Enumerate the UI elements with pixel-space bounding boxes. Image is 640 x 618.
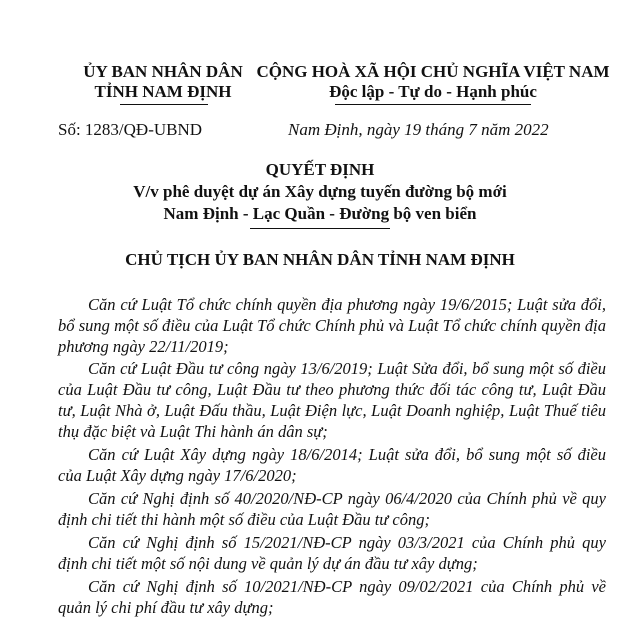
decision-title: QUYẾT ĐỊNH [265, 160, 375, 179]
nation-line-2: Độc lập - Tự do - Hạnh phúc [329, 82, 537, 101]
decision-subject-line-1: V/v phê duyệt dự án Xây dựng tuyến đường bộ mới [133, 182, 507, 201]
decision-subject-line-2: Nam Định - Lạc Quần - Đường bộ ven biển [163, 204, 477, 223]
legal-basis-paragraph: Căn cứ Nghị định số 10/2021/NĐ-CP ngày 09/02/2021 của Chính phủ về quản lý chi phí đầu tư xây dựng; [58, 577, 606, 617]
national-motto [248, 62, 618, 102]
legal-basis-paragraph: Căn cứ Luật Đầu tư công ngày 13/6/2019; Luật Sửa đổi, bổ sung một số điều của Luật Đầu tư công, Luật Đầu tư theo phương thức đối tác công tư, Luật Đầu tư, Luật Nhà ở, Luật Đấu thầu, Luật Điện lực, Luật Doanh nghiệp, Luật Thuế tiêu thụ đặc biệt và Luật Thi hành án dân sự; [58, 359, 606, 441]
nation-line-1: CỘNG HOÀ XÃ HỘI CHỦ NGHĨA VIỆT NAM [256, 62, 610, 81]
place-and-date: Nam Định, ngày 19 tháng 7 năm 2022 [288, 120, 549, 139]
document-number: Số: 1283/QĐ-UBND [58, 120, 203, 139]
subject-underline [250, 228, 390, 229]
org-line-1: ỦY BAN NHÂN DÂN [83, 62, 243, 81]
legal-basis-paragraph: Căn cứ Nghị định số 15/2021/NĐ-CP ngày 03/3/2021 của Chính phủ quy định chi tiết một số nội dung về quản lý dự án đầu tư xây dựng; [58, 533, 606, 573]
motto-underline [335, 104, 531, 105]
org-underline [120, 104, 208, 105]
issuing-authority: CHỦ TỊCH ỦY BAN NHÂN DÂN TỈNH NAM ĐỊNH [125, 250, 515, 269]
legal-basis-paragraph: Căn cứ Nghị định số 40/2020/NĐ-CP ngày 06/4/2020 của Chính phủ về quy định chi tiết thi hành một số điều của Luật Đầu tư công; [58, 489, 606, 529]
legal-basis-paragraph: Căn cứ Luật Xây dựng ngày 18/6/2014; Luật sửa đổi, bổ sung một số điều của Luật Xây dựng ngày 17/6/2020; [58, 445, 606, 485]
org-line-2: TỈNH NAM ĐỊNH [94, 82, 232, 101]
issuing-organization [58, 62, 268, 102]
legal-basis-paragraph: Căn cứ Luật Tổ chức chính quyền địa phương ngày 19/6/2015; Luật sửa đổi, bổ sung một số điều của Luật Tổ chức Chính phủ và Luật Tổ chức chính quyền địa phương ngày 22/11/2019; [58, 295, 606, 356]
